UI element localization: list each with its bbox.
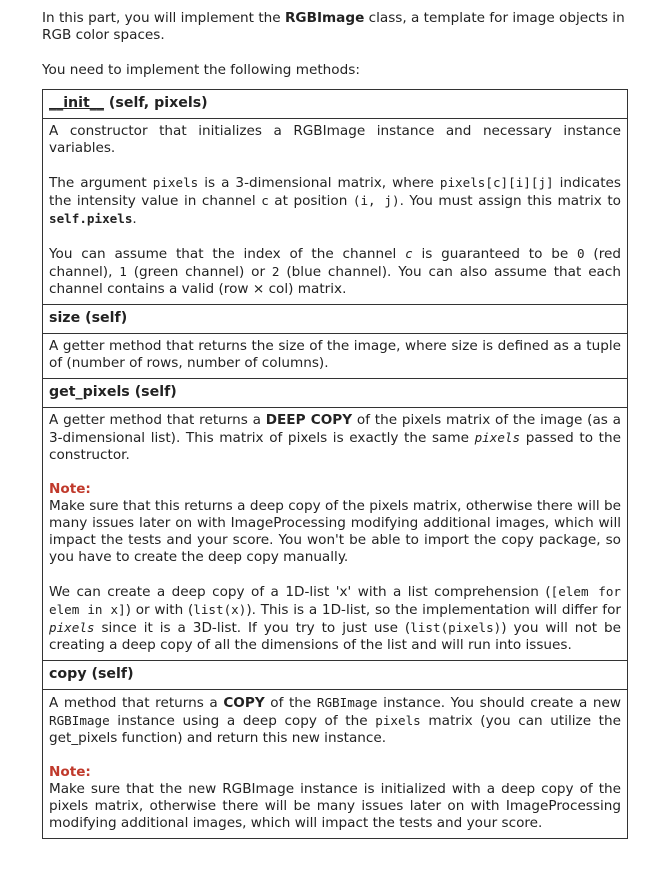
method-header-copy: copy (self)	[43, 661, 628, 690]
table-row	[43, 90, 628, 119]
class-name: RGBImage	[284, 10, 365, 26]
table-row	[43, 305, 628, 334]
note-block: Note: Make sure that this returns a deep copy of the pixels matrix, otherwise there will be many issues later on with ImageProcessing modifying additional images, which will impact the tests and your score. You won't be able to import the copy package, so you have to create the deep copy manually.	[49, 481, 621, 565]
intro-paragraph: In this part, you will implement the RGBImage class, a template for image objects in RGB color spaces.	[42, 10, 625, 43]
table-row	[43, 408, 628, 661]
method-header-get-pixels: get_pixels (self)	[43, 379, 628, 408]
note-block: Note: Make sure that the new RGBImage instance is initialized with a deep copy of the pixels matrix, otherwise there will be many issues later on with ImageProcessing modifying additional images, which will impact the tests and your score.	[49, 764, 621, 831]
method-header-init: __init__ (self, pixels)	[43, 90, 628, 119]
table-row	[43, 690, 628, 839]
note-label: Note:	[49, 481, 91, 497]
method-body-copy: A method that returns a COPY of the RGBImage instance. You should create a new RGBImage instance using a deep copy of the pixels matrix (you can utilize the get_pixels function) and return this new instance. Note: Make sure that the new RGBImage instance is initialized with a deep copy of the pixels matrix, otherwise there will be many issues later on with ImageProcessing modifying additional images, which will impact the tests and your score.	[43, 690, 628, 839]
method-header-size: size (self)	[43, 305, 628, 334]
table-row	[43, 379, 628, 408]
method-body-init: A constructor that initializes a RGBImage instance and necessary instance variables. The argument pixels is a 3-dimensional matrix, where pixels[c][i][j] indicates the intensity value in channel c at position (i, j). You must assign this matrix to self.pixels. You can assume that the index of the channel c is guaranteed to be 0 (red channel), 1 (green channel) or 2 (blue channel). You can also assume that each channel contains a valid (row × col) matrix.	[43, 119, 628, 305]
methods-table	[42, 89, 628, 839]
table-row	[43, 661, 628, 690]
table-row	[43, 119, 628, 305]
table-row	[43, 334, 628, 379]
methods-intro: You need to implement the following methods:	[42, 62, 360, 78]
method-body-size: A getter method that returns the size of the image, where size is defined as a tuple of (number of rows, number of columns).	[43, 334, 628, 379]
note-label: Note:	[49, 764, 91, 780]
method-body-get-pixels: A getter method that returns a DEEP COPY of the pixels matrix of the image (as a 3-dimensional list). This matrix of pixels is exactly the same pixels passed to the constructor. Note: Make sure that this returns a deep copy of the pixels matrix, otherwise there will be many issues later on with ImageProcessing modifying additional images, which will impact the tests and your score. You won't be able to import the copy package, so you have to create the deep copy manually. We can create a deep copy of a 1D-list 'x' with a list comprehension ([elem for elem in x]) or with (list(x)). This is a 1D-list, so the implementation will differ for pixels since it is a 3D-list. If you try to just use (list(pixels)) you will not be creating a deep copy of all the dimensions of the list and will run into issues.	[43, 408, 628, 661]
